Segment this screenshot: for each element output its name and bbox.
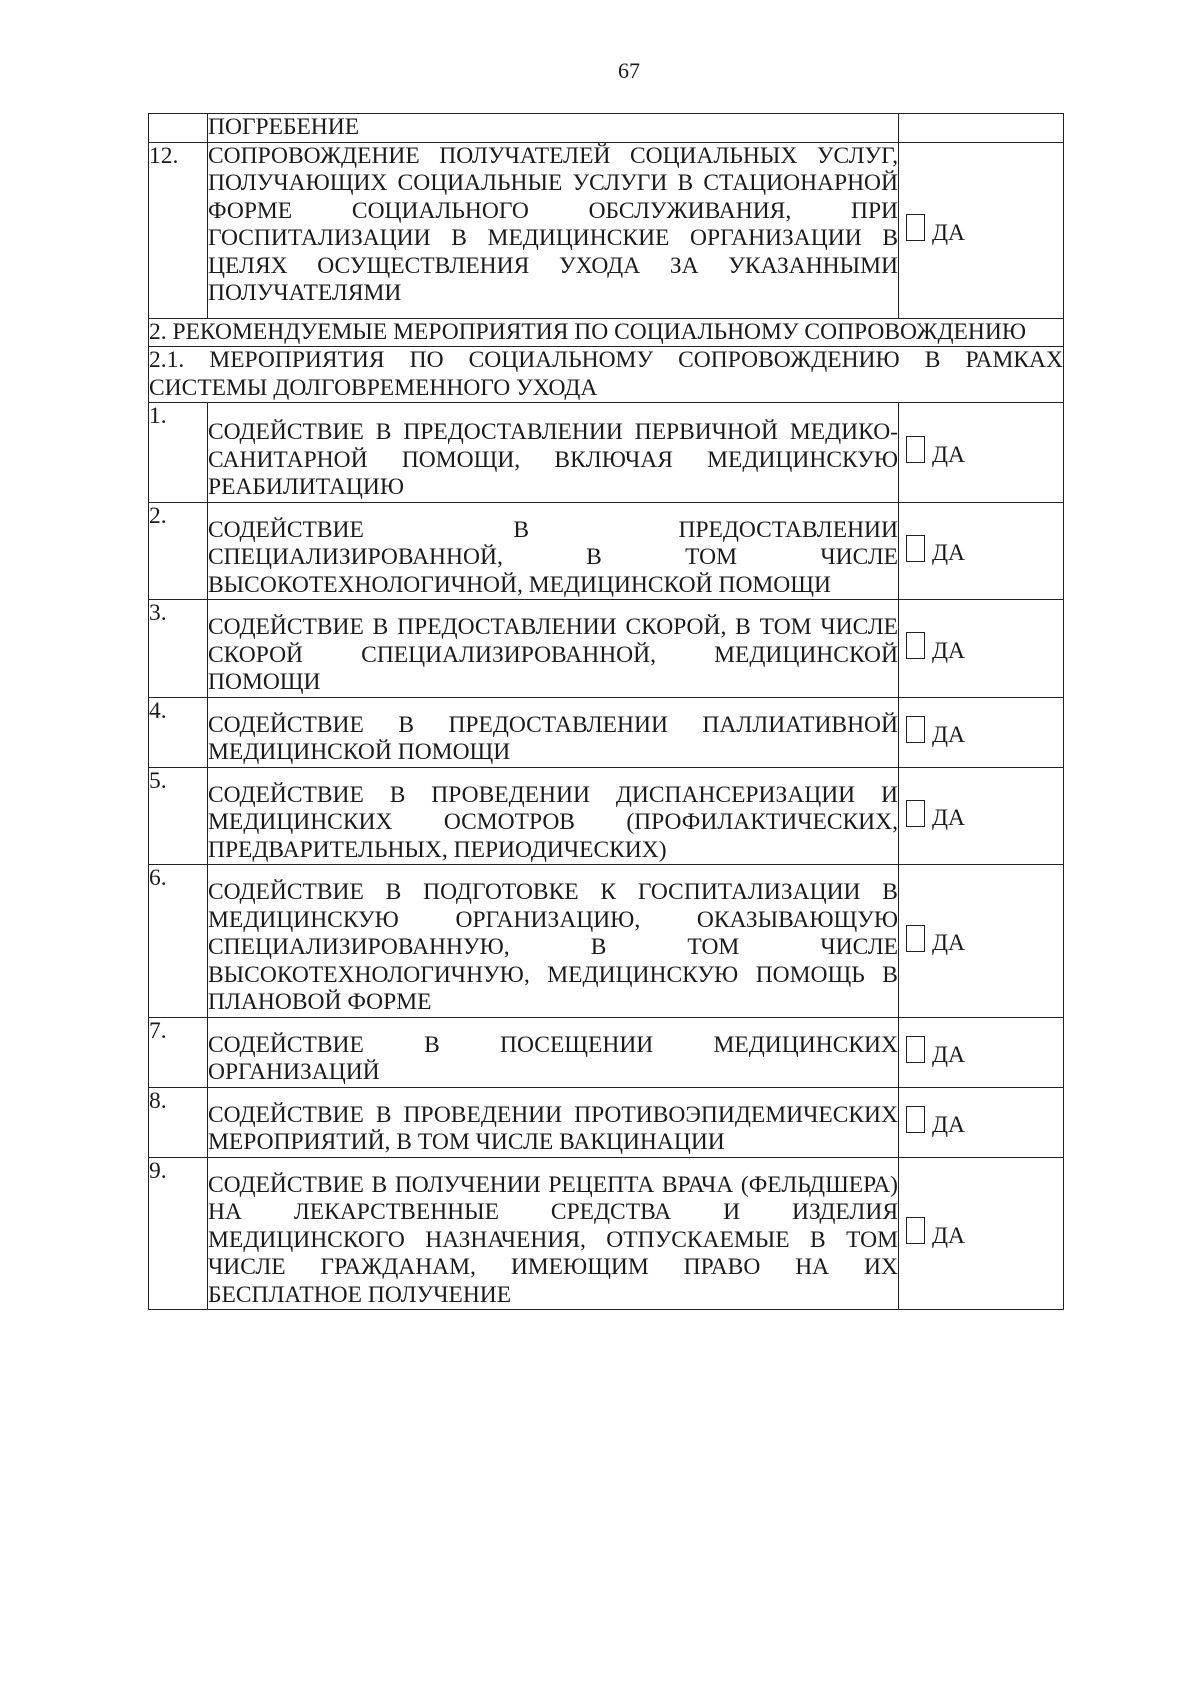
checkbox[interactable] (906, 1036, 925, 1063)
row-number-cell (149, 114, 208, 143)
checkbox[interactable] (906, 632, 925, 659)
check-cell (899, 403, 1064, 503)
check-cell (899, 865, 1064, 1018)
row-number: 12. (149, 142, 208, 318)
checkbox-label: ДА (932, 1222, 966, 1249)
table-row (149, 600, 1064, 698)
row-text: СОДЕЙСТВИЕ В ПРОВЕДЕНИИ ПРОТИВОЭПИДЕМИЧЕСКИХ МЕРОПРИЯТИЙ, В ТОМ ЧИСЛЕ ВАКЦИНАЦИИ (208, 1087, 899, 1157)
checkbox[interactable] (906, 1217, 925, 1244)
row-text: СОДЕЙСТВИЕ В ПРЕДОСТАВЛЕНИИ ПАЛЛИАТИВНОЙ МЕДИЦИНСКОЙ ПОМОЩИ (208, 697, 899, 767)
section-title: 2.1. МЕРОПРИЯТИЯ ПО СОЦИАЛЬНОМУ СОПРОВОЖДЕНИЮ В РАМКАХ СИСТЕМЫ ДОЛГОВРЕМЕННОГО УХОДА (149, 347, 1063, 401)
checkbox-label: ДА (932, 930, 966, 957)
table-row (149, 403, 1064, 503)
checkbox[interactable] (906, 214, 925, 241)
check-cell (899, 142, 1064, 318)
row-number: 8. (149, 1087, 208, 1157)
checkbox[interactable] (906, 716, 925, 743)
checkbox-label: ДА (932, 219, 966, 246)
checkbox-label: ДА (932, 540, 966, 567)
table-row (149, 1087, 1064, 1157)
form-table (148, 113, 1064, 1310)
checkbox[interactable] (906, 925, 925, 952)
table-row (149, 697, 1064, 767)
row-text: СОПРОВОЖДЕНИЕ ПОЛУЧАТЕЛЕЙ СОЦИАЛЬНЫХ УСЛУГ, ПОЛУЧАЮЩИХ СОЦИАЛЬНЫЕ УСЛУГИ В СТАЦИОНАРНОЙ ФОРМЕ СОЦИАЛЬНОГО ОБСЛУЖИВАНИЯ, ПРИ ГОСПИТАЛИЗАЦИИ В МЕДИЦИНСКИЕ ОРГАНИЗАЦИИ В ЦЕЛЯХ ОСУЩЕСТВЛЕНИЯ УХОДА ЗА УКАЗАННЫМИ ПОЛУЧАТЕЛЯМИ (208, 142, 899, 318)
checkbox-label: ДА (932, 441, 966, 468)
row-number: 4. (149, 697, 208, 767)
row-text: СОДЕЙСТВИЕ В ПОЛУЧЕНИИ РЕЦЕПТА ВРАЧА (ФЕЛЬДШЕРА) НА ЛЕКАРСТВЕННЫЕ СРЕДСТВА И ИЗДЕЛИЯ МЕДИЦИНСКОГО НАЗНАЧЕНИЯ, ОТПУСКАЕМЫЕ В ТОМ ЧИСЛЕ ГРАЖДАНАМ, ИМЕЮЩИМ ПРАВО НА ИХ БЕСПЛАТНОЕ ПОЛУЧЕНИЕ (208, 1157, 899, 1310)
row-text: СОДЕЙСТВИЕ В ПРОВЕДЕНИИ ДИСПАНСЕРИЗАЦИИ И МЕДИЦИНСКИХ ОСМОТРОВ (ПРОФИЛАКТИЧЕСКИХ, ПРЕДВАРИТЕЛЬНЫХ, ПЕРИОДИЧЕСКИХ) (208, 767, 899, 865)
checkbox-label: ДА (932, 1041, 966, 1068)
table-row (149, 502, 1064, 600)
checkbox[interactable] (906, 800, 925, 827)
check-cell (899, 1017, 1064, 1087)
section-row (149, 318, 1064, 347)
check-cell (899, 502, 1064, 600)
row-number: 9. (149, 1157, 208, 1310)
row-number: 2. (149, 502, 208, 600)
table-row (149, 865, 1064, 1018)
check-cell (899, 600, 1064, 698)
table-row (149, 767, 1064, 865)
table-row (149, 114, 1064, 143)
checkbox[interactable] (906, 436, 925, 463)
row-number: 7. (149, 1017, 208, 1087)
section-title: 2. РЕКОМЕНДУЕМЫЕ МЕРОПРИЯТИЯ ПО СОЦИАЛЬНОМУ СОПРОВОЖДЕНИЮ (149, 318, 1064, 347)
section-row (149, 347, 1064, 403)
table-row (149, 142, 1064, 318)
row-text: СОДЕЙСТВИЕ В ПОДГОТОВКЕ К ГОСПИТАЛИЗАЦИИ В МЕДИЦИНСКУЮ ОРГАНИЗАЦИЮ, ОКАЗЫВАЮЩУЮ СПЕЦИАЛИЗИРОВАННУЮ, В ТОМ ЧИСЛЕ ВЫСОКОТЕХНОЛОГИЧНУЮ, МЕДИЦИНСКУЮ ПОМОЩЬ В ПЛАНОВОЙ ФОРМЕ (208, 865, 899, 1018)
row-number: 6. (149, 865, 208, 1018)
check-cell (899, 1087, 1064, 1157)
row-text: СОДЕЙСТВИЕ В ПРЕДОСТАВЛЕНИИ ПЕРВИЧНОЙ МЕДИКО-САНИТАРНОЙ ПОМОЩИ, ВКЛЮЧАЯ МЕДИЦИНСКУЮ РЕАБИЛИТАЦИЮ (208, 403, 899, 503)
check-cell (899, 697, 1064, 767)
checkbox[interactable] (906, 535, 925, 562)
checkbox[interactable] (906, 1106, 925, 1133)
row-text: СОДЕЙСТВИЕ В ПРЕДОСТАВЛЕНИИ СКОРОЙ, В ТОМ ЧИСЛЕ СКОРОЙ СПЕЦИАЛИЗИРОВАННОЙ, МЕДИЦИНСКОЙ ПОМОЩИ (208, 600, 899, 698)
table-row (149, 1157, 1064, 1310)
table-row (149, 1017, 1064, 1087)
check-cell (899, 1157, 1064, 1310)
checkbox-label: ДА (932, 1111, 966, 1138)
checkbox-label: ДА (932, 721, 966, 748)
page-number: 67 (618, 58, 640, 83)
check-cell (899, 767, 1064, 865)
row-text: СОДЕЙСТВИЕ В ПОСЕЩЕНИИ МЕДИЦИНСКИХ ОРГАНИЗАЦИЙ (208, 1017, 899, 1087)
row-number: 1. (149, 403, 208, 503)
checkbox-label: ДА (932, 805, 966, 832)
row-text: ПОГРЕБЕНИЕ (208, 114, 899, 143)
row-number: 5. (149, 767, 208, 865)
row-number: 3. (149, 600, 208, 698)
row-text: СОДЕЙСТВИЕ В ПРЕДОСТАВЛЕНИИ СПЕЦИАЛИЗИРОВАННОЙ, В ТОМ ЧИСЛЕ ВЫСОКОТЕХНОЛОГИЧНОЙ, МЕДИЦИНСКОЙ ПОМОЩИ (208, 502, 899, 600)
checkbox-label: ДА (932, 637, 966, 664)
check-cell (899, 114, 1064, 143)
